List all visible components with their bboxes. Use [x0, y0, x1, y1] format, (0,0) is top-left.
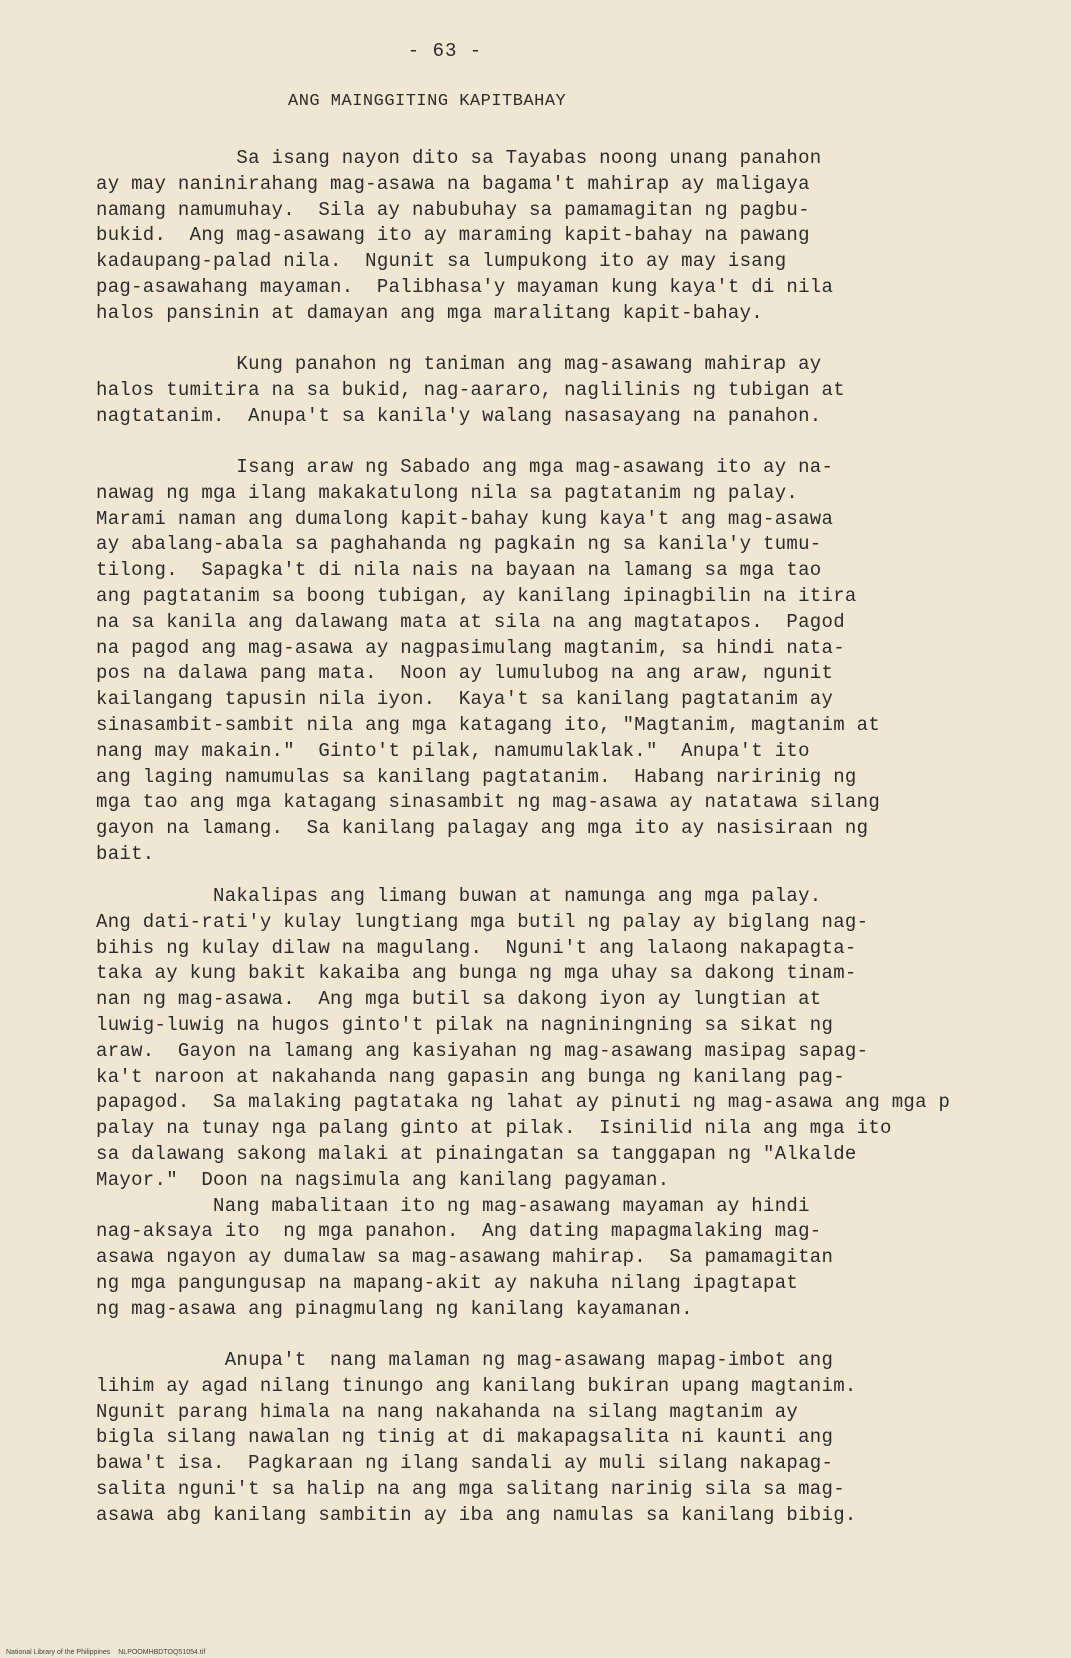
text-line: Anupa't nang malaman ng mag-asawang mapag-imbot ang: [96, 1349, 834, 1371]
text-line: Isang araw ng Sabado ang mga mag-asawang ito ay na-: [96, 456, 834, 478]
text-line: na sa kanila ang dalawang mata at sila na ang magtatapos. Pagod: [96, 610, 845, 633]
text-line: halos tumitira na sa bukid, nag-aararo, naglilinis ng tubigan at: [96, 378, 845, 401]
text-line: pag-asawahang mayaman. Palibhasa'y mayaman kung kaya't di nila: [96, 275, 834, 298]
paragraph-5: [96, 1348, 1011, 1529]
text-line: bawa't isa. Pagkaraan ng ilang sandali ay muli silang nakapag-: [96, 1452, 834, 1475]
paragraph-4: [96, 884, 1011, 1323]
paragraph-2: [96, 352, 1011, 429]
text-line: Kung panahon ng taniman ang mag-asawang mahirap ay: [96, 353, 822, 375]
text-line: tilong. Sapagka't di nila nais na bayaan na lamang sa mga tao: [96, 559, 822, 582]
footer-library: National Library of the Philippines: [6, 1649, 111, 1656]
paragraph-3: [96, 455, 1011, 868]
text-line: Nakalipas ang limang buwan at namunga ang mga palay.: [96, 885, 822, 907]
paragraph-1: [96, 146, 1011, 327]
text-line: Nang mabalitaan ito ng mag-asawang mayaman ay hindi: [96, 1194, 810, 1217]
text-line: kailangang tapusin nila iyon. Kaya't sa kanilang pagtatanim ay: [96, 688, 834, 711]
page-number: - 63 -: [407, 40, 483, 62]
text-line: bukid. Ang mag-asawang ito ay maraming kapit-bahay na pawang: [96, 224, 810, 247]
text-line: ng mga pangungusap na mapang-akit ay nakuha nilang ipagtapat: [96, 1271, 799, 1294]
text-line: nan ng mag-asawa. Ang mga butil sa dakong iyon ay lungtian at: [96, 988, 822, 1011]
text-line: lihim ay agad nilang tinungo ang kanilang bukiran upang magtanim.: [96, 1374, 857, 1397]
text-line: mga tao ang mga katagang sinasambit ng mag-asawa ay natatawa silang: [96, 791, 881, 814]
footer-file: NLPOOMHBDTOQ51054.tif: [118, 1649, 206, 1656]
text-line: bigla silang nawalan ng tinig at di makapagsalita ni kaunti ang: [96, 1426, 834, 1449]
text-line: ang laging namumulas sa kanilang pagtatanim. Habang naririnig ng: [96, 765, 857, 788]
text-line: taka ay kung bakit kakaiba ang bunga ng mga uhay sa dakong tinam-: [96, 962, 857, 985]
text-line: pos na dalawa pang mata. Noon ay lumulubog na ang araw, ngunit: [96, 662, 834, 685]
text-line: ay abalang-abala sa paghahanda ng pagkain ng sa kanila'y tumu-: [96, 533, 822, 556]
text-line: halos pansinin at damayan ang mga maralitang kapit-bahay.: [96, 301, 764, 324]
text-line: nag-aksaya ito ng mga panahon. Ang dating mapagmalaking mag-: [96, 1220, 822, 1243]
text-line: asawa ngayon ay dumalaw sa mag-asawang mahirap. Sa pamamagitan: [96, 1246, 834, 1269]
text-line: bait.: [96, 842, 155, 865]
text-line: papagod. Sa malaking pagtataka ng lahat ay pinuti ng mag-asawa ang mga p: [96, 1091, 951, 1114]
scan-footer: [0, 1649, 1071, 1656]
text-line: sa dalawang sakong malaki at pinaingatan sa tanggapan ng "Alkalde: [96, 1142, 857, 1165]
text-line: bihis ng kulay dilaw na magulang. Nguni't ang lalaong nakapagta-: [96, 936, 857, 959]
text-line: gayon na lamang. Sa kanilang palagay ang mga ito ay nasisiraan ng: [96, 817, 869, 840]
text-line: Sa isang nayon dito sa Tayabas noong unang panahon: [96, 147, 822, 169]
text-line: nang may makain." Ginto't pilak, namumulaklak." Anupa't ito: [96, 739, 810, 762]
text-line: araw. Gayon na lamang ang kasiyahan ng mag-asawang masipag sapag-: [96, 1039, 869, 1062]
text-line: namang namumuhay. Sila ay nabubuhay sa pamamagitan ng pagbu-: [96, 198, 810, 221]
text-line: salita nguni't sa halip na ang mga salitang narinig sila sa mag-: [96, 1477, 845, 1500]
text-line: na pagod ang mag-asawa ay nagpasimulang magtanim, sa hindi nata-: [96, 636, 845, 659]
text-line: ng mag-asawa ang pinagmulang ng kanilang kayamanan.: [96, 1297, 693, 1320]
story-title: ANG MAINGGITING KAPITBAHAY: [288, 92, 567, 111]
text-line: palay na tunay nga palang ginto at pilak. Isinilid nila ang mga ito: [96, 1117, 892, 1140]
text-line: nagtatanim. Anupa't sa kanila'y walang nasasayang na panahon.: [96, 404, 822, 427]
text-line: ka't naroon at nakahanda nang gapasin ang bunga ng kanilang pag-: [96, 1065, 845, 1088]
text-line: Ang dati-rati'y kulay lungtiang mga butil ng palay ay biglang nag-: [96, 910, 869, 933]
text-line: Marami naman ang dumalong kapit-bahay kung kaya't ang mag-asawa: [96, 507, 834, 530]
text-line: sinasambit-sambit nila ang mga katagang ito, "Magtanim, magtanim at: [96, 713, 881, 736]
text-line: nawag ng mga ilang makakatulong nila sa pagtatanim ng palay.: [96, 481, 799, 504]
text-line: kadaupang-palad nila. Ngunit sa lumpukong ito ay may isang: [96, 250, 787, 273]
text-line: Mayor." Doon na nagsimula ang kanilang pagyaman.: [96, 1168, 670, 1191]
text-line: luwig-luwig na hugos ginto't pilak na nagniningning sa sikat ng: [96, 1013, 834, 1036]
text-line: ay may naninirahang mag-asawa na bagama't mahirap ay maligaya: [96, 172, 810, 195]
text-line: ang pagtatanim sa boong tubigan, ay kanilang ipinagbilin na itira: [96, 584, 857, 607]
text-line: Ngunit parang himala na nang nakahanda na silang magtanim ay: [96, 1400, 799, 1423]
text-line: asawa abg kanilang sambitin ay iba ang namulas sa kanilang bibig.: [96, 1503, 857, 1526]
